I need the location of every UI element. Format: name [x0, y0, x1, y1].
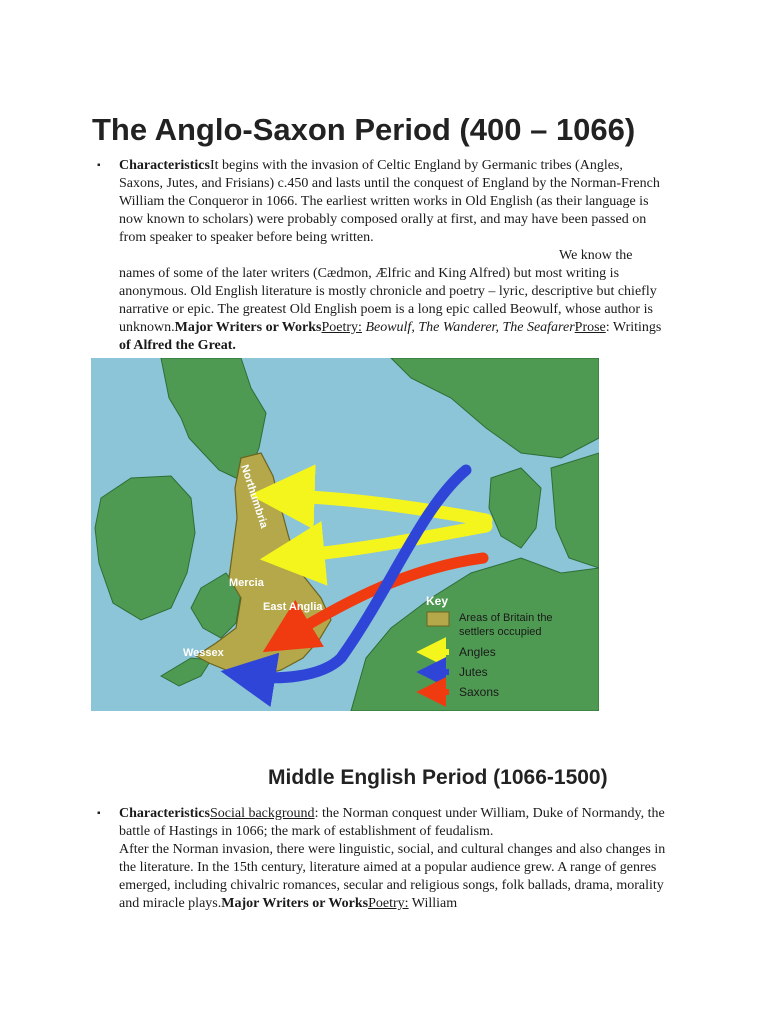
key-area-line2: settlers occupied: [459, 626, 542, 638]
key-area-line1: Areas of Britain the: [459, 612, 553, 624]
bullet-marker-2: ▪: [97, 808, 101, 819]
continued-text: We know the names of some of the later writers (Cædmon, Ælfric and King Alfred) but most writing is anonymous. Old English literature is mostly chronicle and poetry – lyric, descriptive but chiefly narrative or epic. The greatest Old English poem is a long epic called Beowulf, whose author is unknown.: [119, 248, 657, 335]
legend-label-saxons: Saxons: [459, 685, 500, 699]
social-text: : the Norman conquest under William, Duke of Normandy, the battle of Hastings in 1066; the mark of establishment of feudalism.: [119, 806, 665, 839]
intro-text: It begins with the invasion of Celtic England by Germanic tribes (Angles, Saxons, Jutes, and Frisians) c.450 and lasts until the conquest of England by the Norman-French William the Conqueror in 1066. The earliest written works in Old English (as their language is now known to scholars) were probably composed orally at first, and may have been passed on from speaker to speaker before being written.: [119, 158, 660, 245]
social-background-link: Social background: [209, 806, 315, 821]
region-label-east-anglia: East Anglia: [263, 601, 323, 613]
region-label-northumbria: Northumbria: [238, 463, 270, 530]
poetry-link: Poetry:: [321, 320, 362, 335]
characteristics-label: Characteristics: [119, 158, 210, 173]
major-works-label: Major Writers or Works: [174, 320, 322, 335]
region-label-mercia: Mercia: [229, 577, 264, 589]
characteristics-label-2: Characteristics: [119, 806, 210, 821]
poetry-works: Beowulf, The Wanderer, The Seafarer: [361, 320, 575, 335]
key-swatch-settled: [427, 612, 449, 626]
legend-label-jutes: Jutes: [459, 665, 488, 679]
section-title-middle-english: Middle English Period (1066-1500): [268, 766, 608, 789]
legend-label-angles: Angles: [459, 645, 496, 659]
region-label-wessex: Wessex: [183, 647, 224, 659]
poetry-text-2: William: [408, 896, 458, 911]
poetry-link-2: Poetry:: [368, 896, 409, 911]
page-title: The Anglo-Saxon Period (400 – 1066): [92, 112, 636, 147]
key-title: Key: [426, 594, 449, 608]
anglo-saxon-map: [91, 358, 599, 711]
prose-link: Prose: [574, 320, 606, 335]
anglo-saxon-paragraph: [119, 157, 667, 355]
prose-bold: of Alfred the Great.: [119, 338, 236, 353]
middle-english-paragraph: [119, 805, 667, 913]
bullet-marker: ▪: [97, 160, 101, 171]
prose-text: : Writings: [605, 320, 662, 335]
major-works-label-2: Major Writers or Works: [221, 896, 369, 911]
changes-text: After the Norman invasion, there were linguistic, social, and cultural changes and also changes in the literature. In the 15th century, literature aimed at a popular audience grew. A range of genres emerged, including chivalric romances, secular and religious songs, folk ballads, drama, morality and miracle plays.: [119, 842, 666, 911]
